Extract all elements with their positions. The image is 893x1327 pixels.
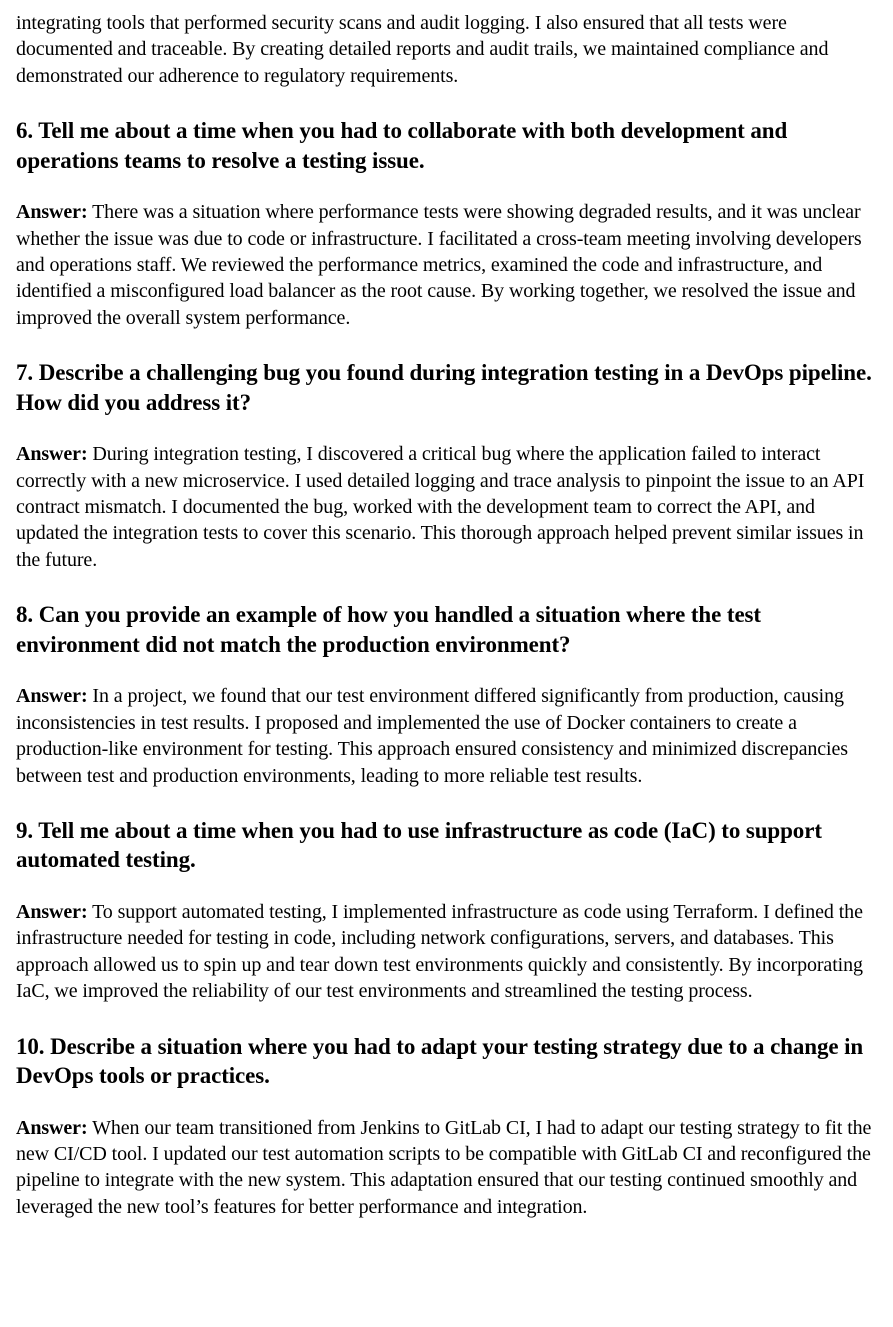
spacer [16, 175, 881, 199]
answer-6-paragraph [16, 199, 881, 331]
answer-8-paragraph [16, 683, 881, 789]
answer-7-text: During integration testing, I discovered a critical bug where the application failed to interact correctly with a new microservice. I used detailed logging and trace analysis to pinpoint the issue to an API contract mismatch. I documented the bug, worked with the development team to correct the API, and updated the integration tests to cover this scenario. This thorough approach helped prevent similar issues in the future. [16, 443, 865, 571]
intro-paragraph: integrating tools that performed security scans and audit logging. I also ensured that all tests were documented and traceable. By creating detailed reports and audit trails, we maintained compliance and demonstrated our adherence to regulatory requirements. [16, 12, 829, 87]
question-8-heading: 8. Can you provide an example of how you handled a situation where the test environment did not match the production environment? [16, 602, 761, 657]
answer-label: Answer: [16, 900, 88, 923]
answer-9-paragraph [16, 899, 881, 1005]
spacer [16, 789, 881, 816]
spacer [16, 875, 881, 899]
answer-label: Answer: [16, 201, 88, 224]
answer-6-text: There was a situation where performance tests were showing degraded results, and it was unclear whether the issue was due to code or infrastructure. I facilitated a cross-team meeting involving developers and operations staff. We reviewed the performance metrics, examined the code and infrastructure, and identified a misconfigured load balancer as the root cause. By working together, we resolved the issue and improved the overall system performance. [16, 201, 862, 329]
answer-label: Answer: [16, 1116, 88, 1139]
spacer [16, 659, 881, 683]
spacer [16, 1005, 881, 1032]
question-7-heading: 7. Describe a challenging bug you found during integration testing in a DevOps pipeline. How did you address it? [16, 360, 872, 415]
answer-label: Answer: [16, 443, 88, 466]
spacer [16, 331, 881, 358]
spacer [16, 1091, 881, 1115]
answer-9-text: To support automated testing, I implemented infrastructure as code using Terraform. I defined the infrastructure needed for testing in code, including network configurations, servers, and databases. This approach allowed us to spin up and tear down test environments quickly and consistently. By incorporating IaC, we improved the reliability of our test environments and streamlined the testing process. [16, 900, 863, 1003]
answer-label: Answer: [16, 685, 88, 708]
question-9-heading: 9. Tell me about a time when you had to use infrastructure as code (IaC) to support automated testing. [16, 817, 822, 873]
answer-10-paragraph [16, 1115, 881, 1221]
answer-10-text: When our team transitioned from Jenkins to GitLab CI, I had to adapt our testing strategy to fit the new CI/CD tool. I updated our test automation scripts to be compatible with GitLab CI and reconfigured the pipeline to integrate with the new system. This adaptation ensured that our testing continued smoothly and leveraged the new tool’s features for better performance and integration. [16, 1116, 872, 1218]
question-10-heading: 10. Describe a situation where you had to adapt your testing strategy due to a change in DevOps tools or practices. [16, 1033, 864, 1089]
document-page [16, 10, 881, 1220]
spacer [16, 573, 881, 600]
question-6-heading: 6. Tell me about a time when you had to collaborate with both development and operations teams to resolve a testing issue. [16, 118, 788, 173]
answer-8-text: In a project, we found that our test environment differed significantly from production, causing inconsistencies in test results. I proposed and implemented the use of Docker containers to create a production-like environment for testing. This approach ensured consistency and minimized discrepancies between test and production environments, leading to more reliable test results. [16, 685, 848, 787]
spacer [16, 89, 881, 116]
answer-7-paragraph [16, 441, 881, 573]
spacer [16, 417, 881, 441]
